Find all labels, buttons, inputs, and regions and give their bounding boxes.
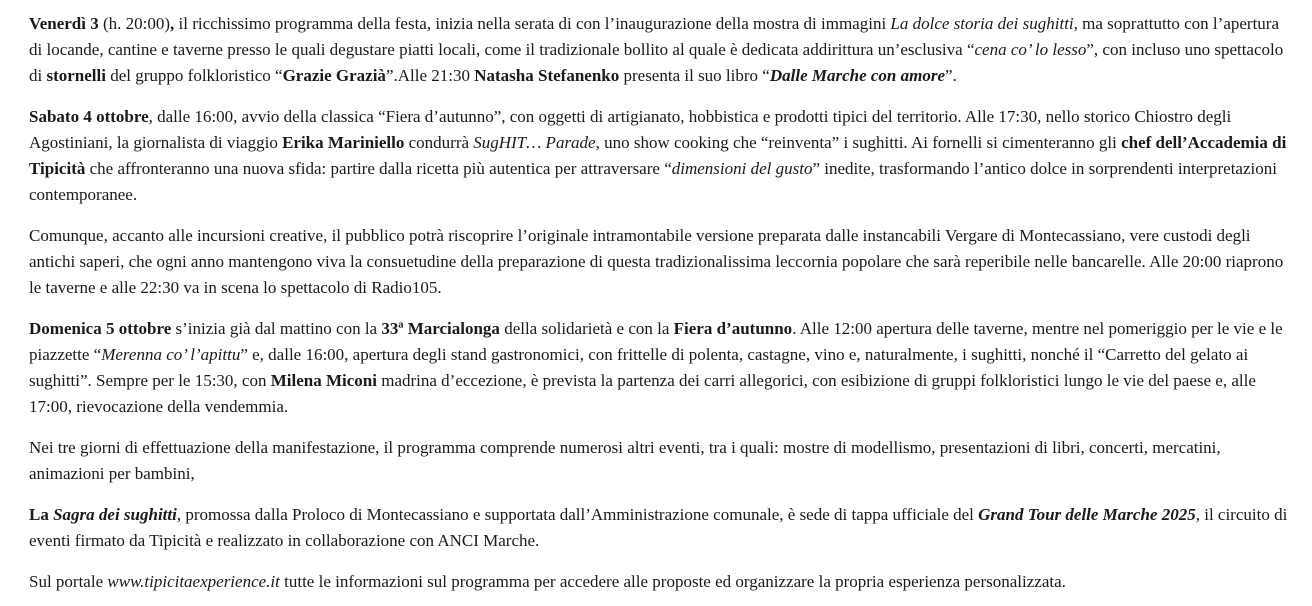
paragraph-sunday: Domenica 5 ottobre s’inizia già dal mattino con la 33ª Marcialonga della solidarietà e con la Fiera d’autunno. Alle 12:00 apertura delle taverne, mentre nel pomeriggio per le vie e le piazzette “Merenna co’ l’apittu” e, dalle 16:00, apertura degli stand gastronomici, con frittelle di polenta, castagne, vino e, naturalmente, i sughitti, nonché il “Carretto del gelato ai sughitti”. Sempre per le 15:30, con Milena Miconi madrina d’eccezione, è prevista la partenza dei carri allegorici, con esibizione di gruppi folkloristici lungo le vie del paese e, alle 17:00, rievocazione della vendemmia. bbox=[29, 319, 1283, 416]
paragraph-portal: Sul portale www.tipicitaexperience.it tutte le informazioni sul programma per accedere alle proposte ed organizzare la propria esperienza personalizzata. bbox=[29, 572, 1066, 591]
sagra-name: Sagra dei sughitti bbox=[53, 505, 177, 524]
taste-dimensions-text: dimensioni del gusto bbox=[671, 159, 813, 178]
day-heading-sunday: Domenica 5 ottobre bbox=[29, 319, 172, 338]
paragraph-other-events: Nei tre giorni di effettuazione della manifestazione, il programma comprende numerosi altri eventi, tra i quali: mostre di modellismo, presentazioni di libri, concerti, mercatini, animazioni per bambini, bbox=[29, 438, 1221, 483]
marcialonga-name: 33ª Marcialonga bbox=[381, 319, 500, 338]
folk-group-name: Grazie Grazià bbox=[282, 66, 386, 85]
guest-name-mariniello: Erika Mariniello bbox=[282, 133, 405, 152]
day-heading-saturday: Sabato 4 ottobre bbox=[29, 107, 149, 126]
grand-tour-name: Grand Tour delle Marche 2025 bbox=[978, 505, 1196, 524]
stornelli-text: stornelli bbox=[46, 66, 106, 85]
day-heading-friday: Venerdì 3 bbox=[29, 14, 99, 33]
guest-name-stefanenko: Natasha Stefanenko bbox=[474, 66, 620, 85]
article-body bbox=[29, 11, 1289, 595]
book-title: Dalle Marche con amore bbox=[769, 66, 946, 85]
merenna-name: Merenna co’ l’apittu bbox=[101, 345, 241, 364]
paragraph-sagra: La Sagra dei sughitti, promossa dalla Proloco di Montecassiano e supportata dall’Amministrazione comunale, è sede di tappa ufficiale del Grand Tour delle Marche 2025, il circuito di eventi firmato da Tipicità e realizzato in collaborazione con ANCI Marche. bbox=[29, 505, 1288, 550]
show-title: SugHIT… Parade bbox=[473, 133, 596, 152]
guest-name-miconi: Milena Miconi bbox=[270, 371, 377, 390]
paragraph-saturday: Sabato 4 ottobre, dalle 16:00, avvio della classica “Fiera d’autunno”, con oggetti di artigianato, hobbistica e prodotti tipici del territorio. Alle 17:30, nello storico Chiostro degli Agostiniani, la giornalista di viaggio Erika Mariniello condurrà SugHIT… Parade, uno show cooking che “reinventa” i sughitti. Ai fornelli si cimenteranno gli chef dell’Accademia di Tipicità che affronteranno una nuova sfida: partire dalla ricetta più autentica per attraversare “dimensioni del gusto” inedite, trasformando l’antico dolce in sorprendenti interpretazioni contemporanee. bbox=[29, 107, 1287, 204]
exhibition-title: La dolce storia dei sughitti bbox=[890, 14, 1074, 33]
paragraph-tradition: Comunque, accanto alle incursioni creative, il pubblico potrà riscoprire l’originale intramontabile versione preparata dalle instancabili Vergare di Montecassiano, vere custodi degli antichi saperi, che ogni anno mantengono viva la consuetudine della preparazione di questa tradizionalissima leccornia popolare che sarà reperibile nelle bancarelle. Alle 20:00 riaprono le taverne e alle 22:30 va in scena lo spettacolo di Radio105. bbox=[29, 226, 1284, 297]
autumn-fair-name: Fiera d’autunno bbox=[673, 319, 793, 338]
chef-academy-name: chef dell’Accademia di Tipicità bbox=[29, 133, 1287, 178]
portal-link[interactable]: www.tipicitaexperience.it bbox=[107, 572, 280, 591]
dinner-name: cena co’ lo lesso bbox=[974, 40, 1087, 59]
paragraph-friday: Venerdì 3 (h. 20:00), il ricchissimo programma della festa, inizia nella serata di con l’inaugurazione della mostra di immagini La dolce storia dei sughitti, ma soprattutto con l’apertura di locande, cantine e taverne presso le quali degustare piatti locali, come il tradizionale bollito al quale è dedicata addirittura un’esclusiva “cena co’ lo lesso”, con incluso uno spettacolo di stornelli del gruppo folkloristico “Grazie Grazià”.Alle 21:30 Natasha Stefanenko presenta il suo libro “Dalle Marche con amore”. bbox=[29, 14, 1284, 85]
